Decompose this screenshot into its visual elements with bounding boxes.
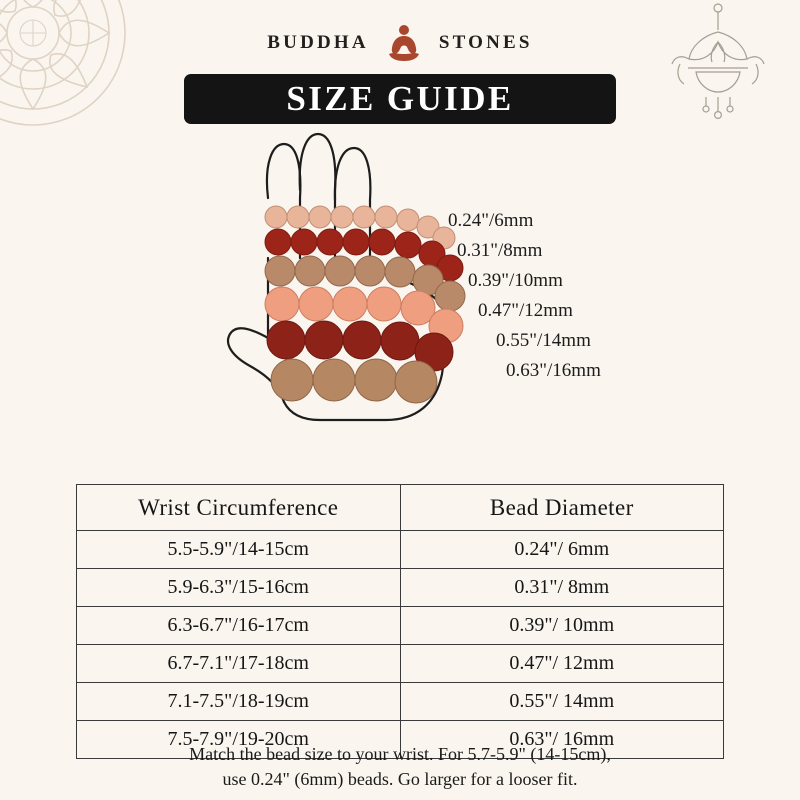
- cell-wrist: 6.7-7.1"/17-18cm: [77, 645, 401, 683]
- bead-label: 0.31"/8mm: [457, 240, 543, 261]
- bead-label: 0.63"/16mm: [506, 360, 601, 381]
- cell-wrist: 5.9-6.3"/15-16cm: [77, 569, 401, 607]
- table-row: [77, 683, 724, 721]
- size-table: [76, 484, 724, 759]
- table-row: [77, 645, 724, 683]
- table-header-wrist: Wrist Circumference: [77, 485, 401, 531]
- table-row: [77, 531, 724, 569]
- table-row: [77, 569, 724, 607]
- buddha-meditating-icon: [381, 22, 427, 64]
- brand-left-word: BUDDHA: [267, 32, 369, 53]
- cell-wrist: 7.5-7.9"/19-20cm: [77, 721, 401, 759]
- page-title-text: SIZE GUIDE: [286, 79, 514, 118]
- cell-bead: 0.63"/ 16mm: [400, 721, 724, 759]
- table-row: [77, 607, 724, 645]
- brand-header: [0, 22, 800, 64]
- bead-label: 0.39"/10mm: [468, 270, 563, 291]
- footer-line-2: use 0.24" (6mm) beads. Go larger for a looser fit.: [222, 769, 578, 789]
- bracelet-rows: [265, 206, 465, 403]
- table-header-row: [77, 485, 724, 531]
- bead-label: 0.55"/14mm: [496, 330, 591, 351]
- cell-wrist: 6.3-6.7"/16-17cm: [77, 607, 401, 645]
- mandala-icon: [0, 0, 128, 128]
- cell-wrist: 5.5-5.9"/14-15cm: [77, 531, 401, 569]
- cell-bead: 0.47"/ 12mm: [400, 645, 724, 683]
- footer-line-1: Match the bead size to your wrist. For 5.7-5.9" (14-15cm),: [189, 744, 611, 764]
- cell-bead: 0.55"/ 14mm: [400, 683, 724, 721]
- cell-bead: 0.24"/ 6mm: [400, 531, 724, 569]
- cell-bead: 0.39"/ 10mm: [400, 607, 724, 645]
- footer-note: [0, 742, 800, 792]
- brand-right-word: STONES: [438, 32, 533, 53]
- bead-size-labels: [448, 206, 768, 386]
- table-header-bead: Bead Diameter: [400, 485, 724, 531]
- bead-label: 0.24"/6mm: [448, 210, 534, 231]
- bead-label: 0.47"/12mm: [478, 300, 573, 321]
- page-title: [184, 74, 616, 124]
- cell-bead: 0.31"/ 8mm: [400, 569, 724, 607]
- cell-wrist: 7.1-7.5"/18-19cm: [77, 683, 401, 721]
